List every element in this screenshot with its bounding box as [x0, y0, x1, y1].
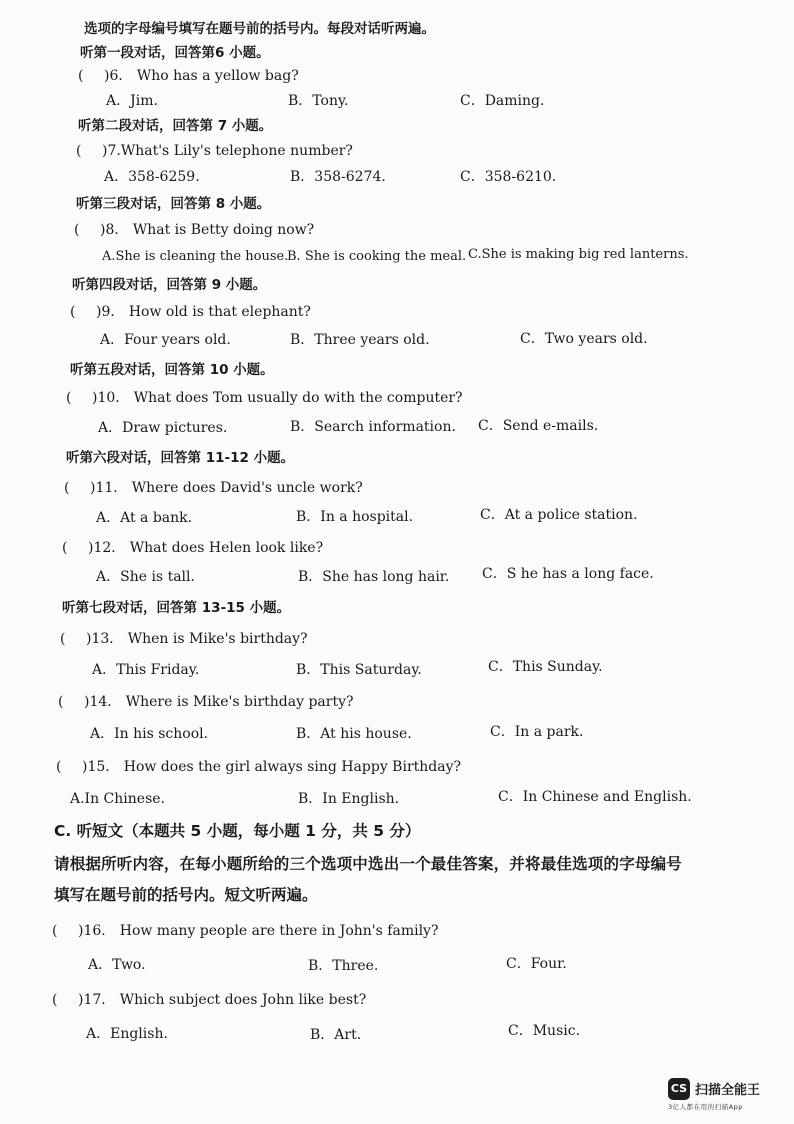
answer-paren: ( — [76, 143, 82, 159]
option-a: A．This Friday. — [92, 662, 200, 678]
answer-paren: ( — [66, 390, 72, 406]
question-text: Which subject does John like best? — [119, 992, 367, 1008]
answer-paren: ( — [70, 304, 76, 320]
answer-paren: ( — [74, 222, 80, 238]
question-number: )7. — [102, 143, 121, 159]
question-number: )13． — [86, 631, 124, 647]
question-text: What is Betty doing now? — [132, 222, 315, 238]
option-c: C．In Chinese and English. — [498, 789, 692, 805]
section-heading-3: 听第三段对话，回答第 8 小题。 — [76, 196, 271, 212]
part-c-title: C. 听短文（本题共 5 小题，每小题 1 分，共 5 分） — [54, 822, 421, 840]
question-number: )9． — [96, 304, 125, 320]
question-text: What's Lily's telephone number? — [120, 143, 353, 159]
question-13 — [60, 630, 308, 648]
option-a: A.In Chinese. — [70, 791, 165, 807]
option-b: B．At his house. — [296, 726, 412, 742]
option-b: B. She is cooking the meal. — [287, 249, 467, 264]
option-a: A．Jim. — [106, 93, 158, 109]
option-b: B．In a hospital. — [296, 509, 414, 525]
question-number: )17． — [78, 992, 116, 1008]
question-number: )15． — [82, 759, 120, 775]
answer-paren: ( — [60, 631, 66, 647]
option-c: C．Four. — [506, 956, 567, 972]
question-text: Where does David's uncle work? — [131, 480, 363, 496]
option-a: A．Two. — [88, 957, 146, 973]
option-b: B．In English. — [298, 791, 400, 807]
question-10 — [66, 389, 463, 407]
option-a: A.She is cleaning the house. — [102, 249, 289, 264]
question-text: When is Mike's birthday? — [127, 631, 308, 647]
question-17 — [52, 991, 366, 1009]
question-number: )16． — [78, 923, 116, 939]
answer-paren: ( — [64, 480, 70, 496]
question-text: Who has a yellow bag? — [136, 68, 299, 84]
question-text: Where is Mike's birthday party? — [125, 694, 354, 710]
section-heading-7: 听第七段对话，回答第 13-15 小题。 — [62, 600, 291, 616]
intro-line: 选项的字母编号填写在题号前的括号内。每段对话听两遍。 — [84, 21, 435, 37]
option-c: C．Send e-mails. — [478, 418, 599, 434]
question-6 — [78, 67, 299, 85]
section-heading-5: 听第五段对话，回答第 10 小题。 — [70, 362, 274, 378]
section-heading-4: 听第四段对话，回答第 9 小题。 — [72, 277, 267, 293]
option-a: A．At a bank. — [96, 510, 193, 526]
section-heading-2: 听第二段对话，回答第 7 小题。 — [78, 118, 273, 134]
option-b: B．She has long hair. — [298, 569, 450, 585]
part-c-instruction-2: 填写在题号前的括号内。短文听两遍。 — [54, 886, 318, 904]
question-15 — [56, 758, 461, 776]
question-number: )14． — [84, 694, 122, 710]
question-7 — [76, 142, 353, 160]
question-9 — [70, 303, 311, 321]
question-number: )10． — [92, 390, 130, 406]
option-a: A．Draw pictures. — [98, 420, 228, 436]
answer-paren: ( — [52, 923, 58, 939]
watermark-name: 扫描全能王 — [695, 1083, 761, 1098]
option-c: C.She is making big red lanterns. — [468, 247, 689, 262]
question-text: How does the girl always sing Happy Birthday? — [123, 759, 462, 775]
option-c: C．Music. — [508, 1023, 581, 1039]
option-c: C．Daming. — [460, 93, 545, 109]
answer-paren: ( — [52, 992, 58, 1008]
option-b: B．Three. — [308, 958, 379, 974]
option-b: B．Tony. — [288, 93, 349, 109]
option-b: B．Three years old. — [290, 332, 430, 348]
answer-paren: ( — [58, 694, 64, 710]
question-text: What does Tom usually do with the computer? — [133, 390, 463, 406]
watermark-subtitle: 3亿人都在用的扫描App — [668, 1103, 743, 1111]
part-c-instruction-1: 请根据所听内容，在每小题所给的三个选项中选出一个最佳答案，并将最佳选项的字母编号 — [54, 855, 683, 873]
scanner-watermark — [668, 1076, 780, 1112]
question-12 — [62, 539, 323, 557]
option-a: A．358-6259. — [104, 169, 200, 185]
section-heading-1: 听第一段对话，回答第6 小题。 — [80, 45, 270, 61]
option-a: A．She is tall. — [96, 569, 195, 585]
option-c: C．Two years old. — [520, 331, 648, 347]
option-b: B．This Saturday. — [296, 662, 422, 678]
option-a: A．Four years old. — [100, 332, 231, 348]
option-c: C．At a police station. — [480, 507, 638, 523]
option-c: C．In a park. — [490, 724, 584, 740]
question-number: )6． — [104, 68, 133, 84]
option-c: C．S he has a long face. — [482, 566, 654, 582]
question-number: )8． — [100, 222, 129, 238]
question-text: What does Helen look like? — [129, 540, 324, 556]
question-14 — [58, 693, 354, 711]
answer-paren: ( — [78, 68, 84, 84]
question-8 — [74, 221, 314, 239]
question-number: )12． — [88, 540, 126, 556]
question-text: How many people are there in John's family? — [119, 923, 439, 939]
question-number: )11． — [90, 480, 128, 496]
answer-paren: ( — [62, 540, 68, 556]
option-c: C．358-6210. — [460, 169, 557, 185]
question-11 — [64, 479, 363, 497]
question-16 — [52, 922, 438, 940]
option-b: B．Art. — [310, 1027, 362, 1043]
option-b: B．Search information. — [290, 419, 456, 435]
camscanner-logo-icon: CS — [668, 1078, 690, 1100]
question-text: How old is that elephant? — [128, 304, 311, 320]
option-a: A．English. — [86, 1026, 168, 1042]
option-b: B．358-6274. — [290, 169, 386, 185]
option-a: A．In his school. — [90, 726, 209, 742]
section-heading-6: 听第六段对话，回答第 11-12 小题。 — [66, 450, 295, 466]
answer-paren: ( — [56, 759, 62, 775]
option-c: C．This Sunday. — [488, 659, 603, 675]
